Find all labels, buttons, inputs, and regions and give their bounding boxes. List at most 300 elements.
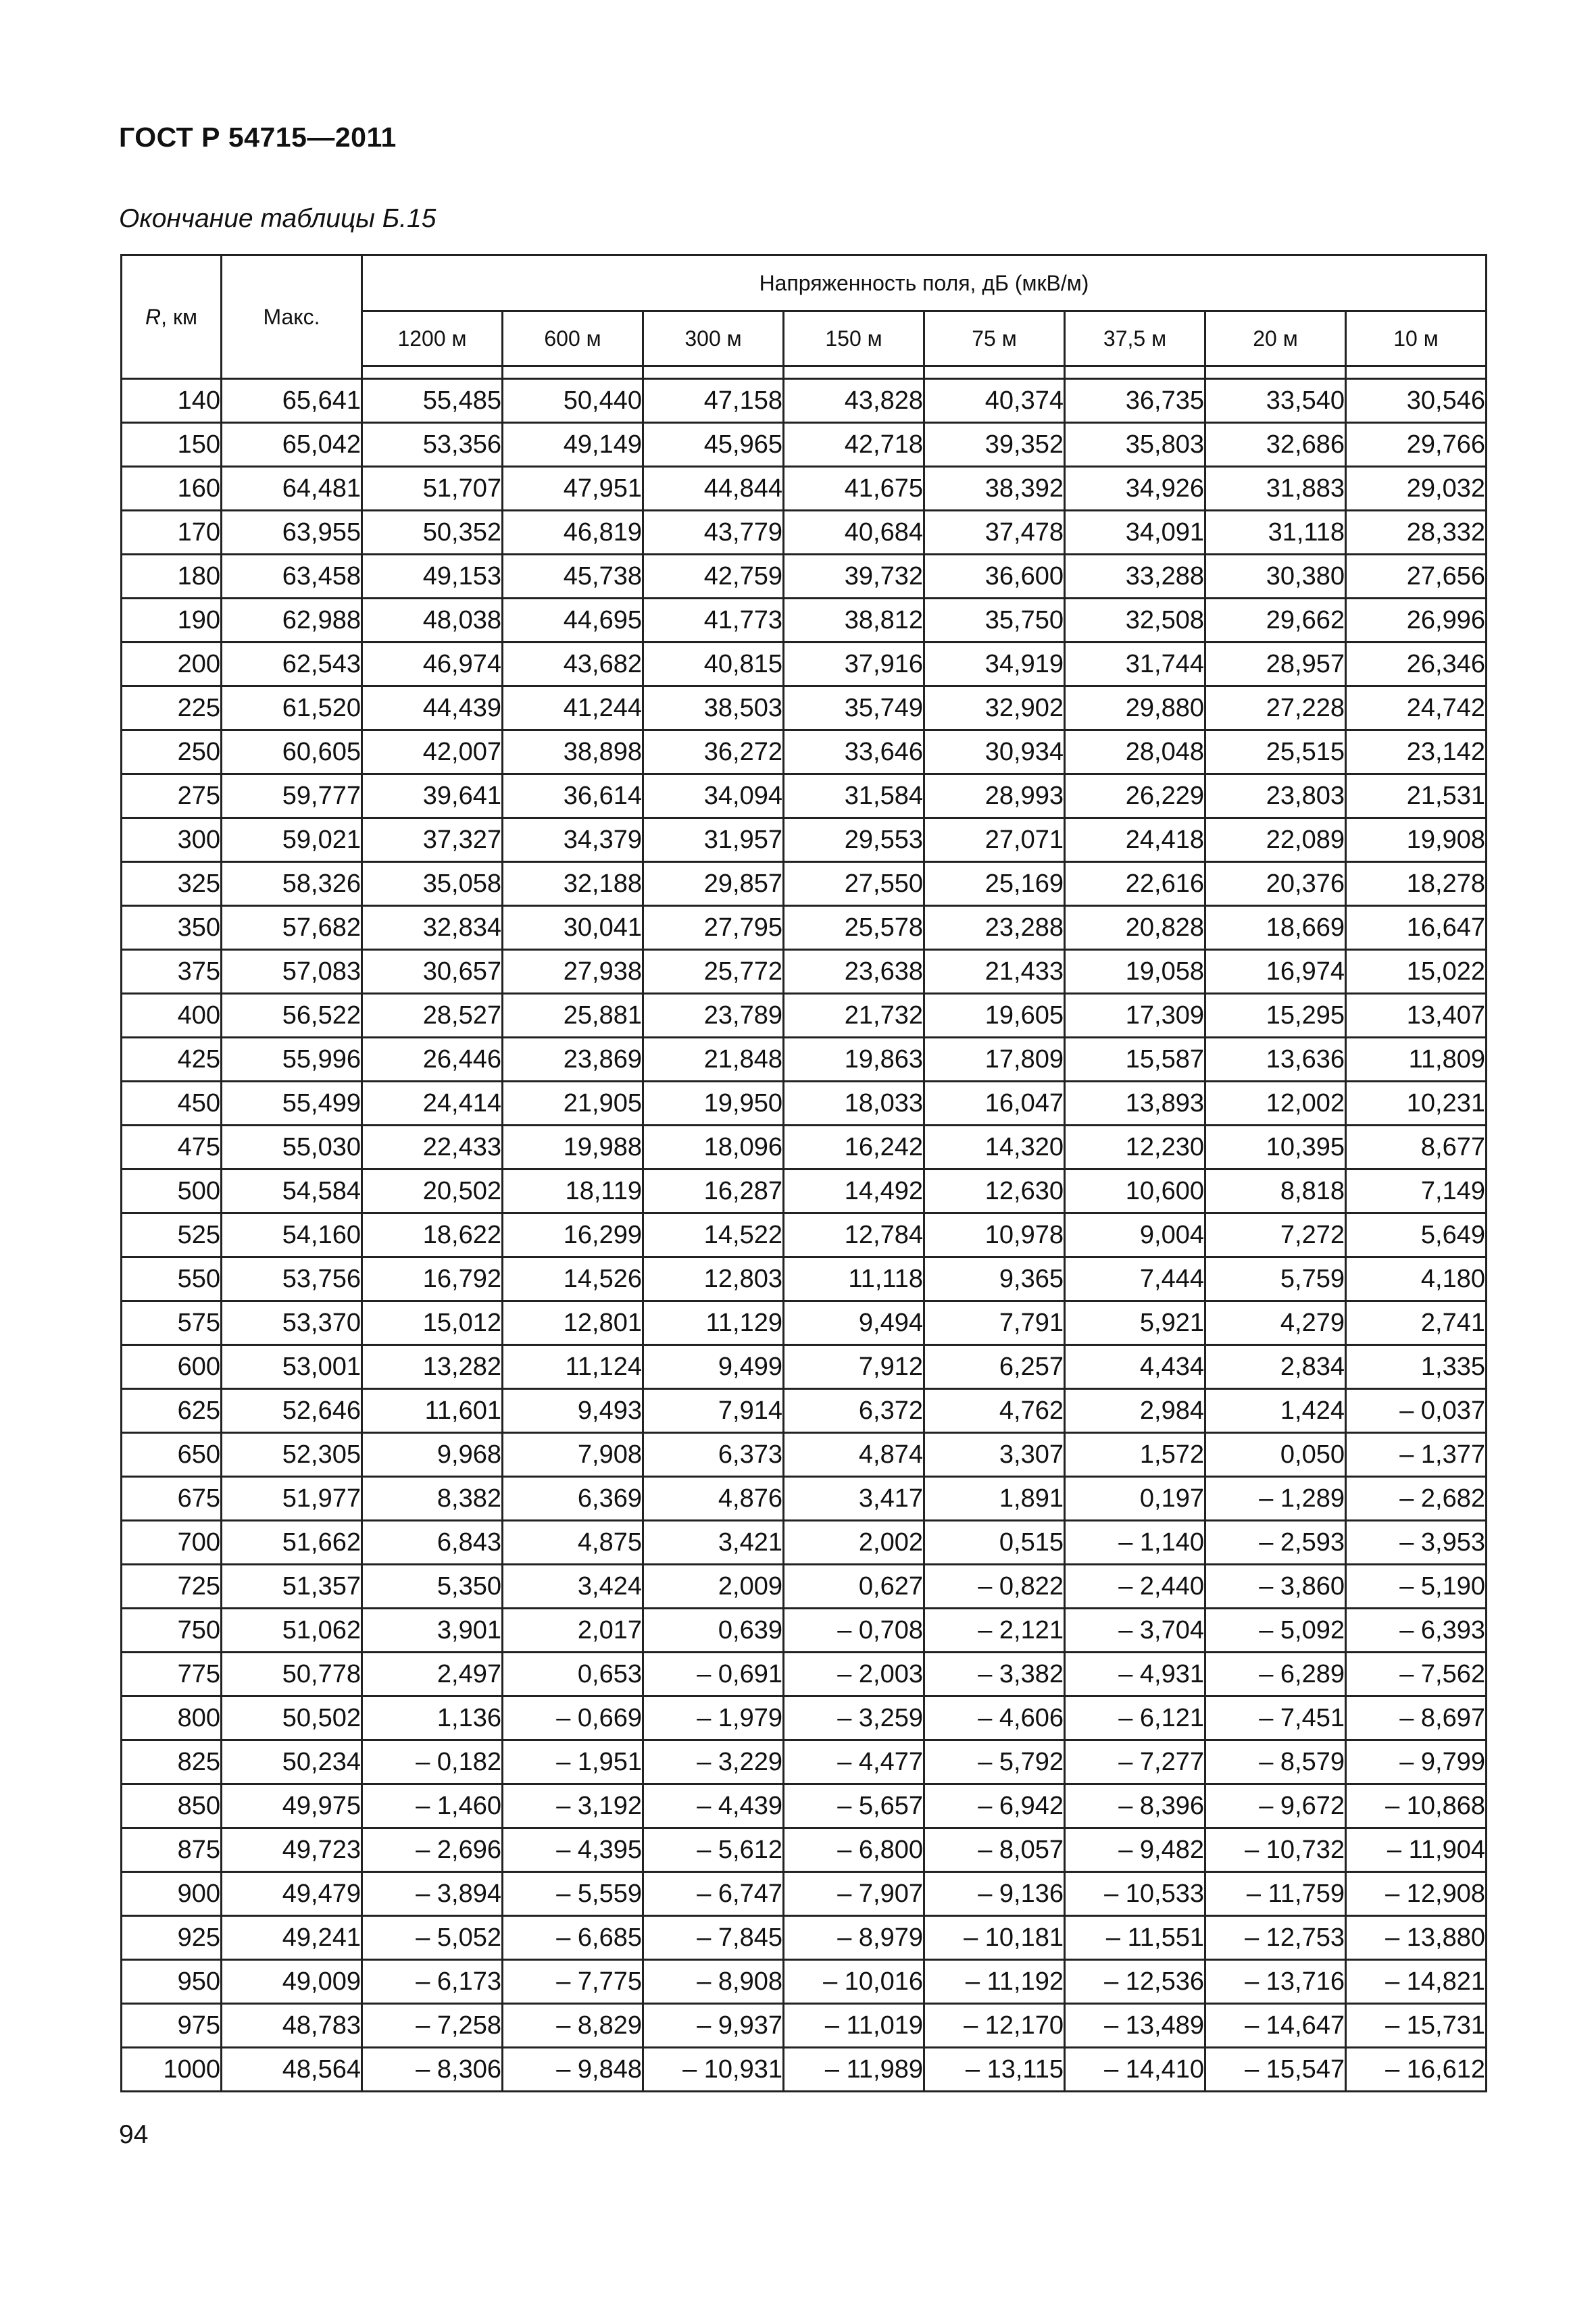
value-cell: 34,379 <box>503 818 643 862</box>
value-cell: 4,875 <box>503 1521 643 1565</box>
value-cell: 9,499 <box>643 1345 784 1389</box>
value-cell: 12,630 <box>924 1169 1065 1213</box>
value-cell: 26,446 <box>362 1038 503 1082</box>
value-cell: 29,553 <box>784 818 924 862</box>
value-cell: 44,695 <box>503 599 643 643</box>
value-cell: – 8,697 <box>1346 1696 1487 1740</box>
value-cell: 18,669 <box>1205 906 1346 950</box>
value-cell: 50,440 <box>503 379 643 423</box>
max-cell: 57,682 <box>222 906 362 950</box>
value-cell: 44,439 <box>362 686 503 730</box>
value-cell: – 7,775 <box>503 1960 643 2004</box>
value-cell: 38,812 <box>784 599 924 643</box>
value-cell: 45,738 <box>503 555 643 599</box>
max-cell: 51,062 <box>222 1609 362 1653</box>
value-cell: 20,828 <box>1065 906 1205 950</box>
value-cell: 18,096 <box>643 1126 784 1169</box>
value-cell: 29,766 <box>1346 423 1487 467</box>
value-cell: 30,657 <box>362 950 503 994</box>
value-cell: 2,009 <box>643 1565 784 1609</box>
value-cell: 6,369 <box>503 1477 643 1521</box>
value-cell: 11,118 <box>784 1257 924 1301</box>
value-cell: – 6,685 <box>503 1916 643 1960</box>
value-cell: 7,444 <box>1065 1257 1205 1301</box>
value-cell: 23,803 <box>1205 774 1346 818</box>
gap-cell <box>924 366 1065 379</box>
max-cell: 62,543 <box>222 643 362 686</box>
value-cell: 40,815 <box>643 643 784 686</box>
value-cell: 21,531 <box>1346 774 1487 818</box>
value-cell: 0,197 <box>1065 1477 1205 1521</box>
value-cell: 27,228 <box>1205 686 1346 730</box>
table-row <box>122 862 1487 906</box>
value-cell: – 10,732 <box>1205 1828 1346 1872</box>
page-number: 94 <box>119 2120 149 2149</box>
value-cell: 24,414 <box>362 1082 503 1126</box>
value-cell: 3,421 <box>643 1521 784 1565</box>
table-row <box>122 599 1487 643</box>
value-cell: 23,789 <box>643 994 784 1038</box>
value-cell: – 10,181 <box>924 1916 1065 1960</box>
value-cell: 31,584 <box>784 774 924 818</box>
header-group: Напряженность поля, дБ (мкВ/м) <box>362 255 1487 311</box>
value-cell: 32,686 <box>1205 423 1346 467</box>
value-cell: 12,002 <box>1205 1082 1346 1126</box>
value-cell: 9,968 <box>362 1433 503 1477</box>
value-cell: – 5,052 <box>362 1916 503 1960</box>
value-cell: 2,741 <box>1346 1301 1487 1345</box>
value-cell: 35,749 <box>784 686 924 730</box>
value-cell: 23,638 <box>784 950 924 994</box>
distance-cell: 800 <box>122 1696 222 1740</box>
max-cell: 59,021 <box>222 818 362 862</box>
distance-cell: 275 <box>122 774 222 818</box>
value-cell: 32,834 <box>362 906 503 950</box>
value-cell: 8,818 <box>1205 1169 1346 1213</box>
header-height: 150 м <box>784 311 924 366</box>
max-cell: 51,662 <box>222 1521 362 1565</box>
table-row <box>122 1960 1487 2004</box>
value-cell: 9,365 <box>924 1257 1065 1301</box>
table-row <box>122 2048 1487 2092</box>
value-cell: 18,033 <box>784 1082 924 1126</box>
value-cell: 27,550 <box>784 862 924 906</box>
value-cell: 9,494 <box>784 1301 924 1345</box>
table-row <box>122 1082 1487 1126</box>
value-cell: 19,950 <box>643 1082 784 1126</box>
value-cell: 32,902 <box>924 686 1065 730</box>
value-cell: – 3,860 <box>1205 1565 1346 1609</box>
header-height: 1200 м <box>362 311 503 366</box>
gap-cell <box>643 366 784 379</box>
table-row <box>122 1301 1487 1345</box>
max-cell: 58,326 <box>222 862 362 906</box>
distance-cell: 450 <box>122 1082 222 1126</box>
value-cell: 5,759 <box>1205 1257 1346 1301</box>
value-cell: 21,732 <box>784 994 924 1038</box>
value-cell: 10,231 <box>1346 1082 1487 1126</box>
value-cell: – 2,696 <box>362 1828 503 1872</box>
value-cell: 7,914 <box>643 1389 784 1433</box>
max-cell: 49,241 <box>222 1916 362 1960</box>
value-cell: 16,792 <box>362 1257 503 1301</box>
max-cell: 65,042 <box>222 423 362 467</box>
value-cell: 12,803 <box>643 1257 784 1301</box>
table-row <box>122 1740 1487 1784</box>
value-cell: 21,433 <box>924 950 1065 994</box>
value-cell: 37,327 <box>362 818 503 862</box>
value-cell: 19,058 <box>1065 950 1205 994</box>
value-cell: 19,908 <box>1346 818 1487 862</box>
value-cell: 15,587 <box>1065 1038 1205 1082</box>
distance-cell: 975 <box>122 2004 222 2048</box>
max-cell: 51,357 <box>222 1565 362 1609</box>
value-cell: – 9,136 <box>924 1872 1065 1916</box>
value-cell: – 3,894 <box>362 1872 503 1916</box>
table-row <box>122 1345 1487 1389</box>
value-cell: – 0,182 <box>362 1740 503 1784</box>
table-row <box>122 1521 1487 1565</box>
gap-cell <box>1205 366 1346 379</box>
distance-cell: 650 <box>122 1433 222 1477</box>
table-row <box>122 555 1487 599</box>
value-cell: – 14,821 <box>1346 1960 1487 2004</box>
value-cell: 32,188 <box>503 862 643 906</box>
value-cell: – 9,482 <box>1065 1828 1205 1872</box>
table-row <box>122 1872 1487 1916</box>
max-cell: 59,777 <box>222 774 362 818</box>
value-cell: 8,677 <box>1346 1126 1487 1169</box>
value-cell: 14,522 <box>643 1213 784 1257</box>
table-row <box>122 730 1487 774</box>
table-row <box>122 1257 1487 1301</box>
value-cell: 15,295 <box>1205 994 1346 1038</box>
value-cell: 46,819 <box>503 511 643 555</box>
value-cell: 22,089 <box>1205 818 1346 862</box>
table-row <box>122 906 1487 950</box>
table-row <box>122 1038 1487 1082</box>
value-cell: 25,881 <box>503 994 643 1038</box>
value-cell: – 9,937 <box>643 2004 784 2048</box>
value-cell: 27,071 <box>924 818 1065 862</box>
value-cell: – 6,942 <box>924 1784 1065 1828</box>
value-cell: – 9,848 <box>503 2048 643 2092</box>
value-cell: 43,779 <box>643 511 784 555</box>
value-cell: – 5,792 <box>924 1740 1065 1784</box>
value-cell: 55,485 <box>362 379 503 423</box>
value-cell: 18,278 <box>1346 862 1487 906</box>
value-cell: 3,307 <box>924 1433 1065 1477</box>
value-cell: – 13,880 <box>1346 1916 1487 1960</box>
value-cell: 48,038 <box>362 599 503 643</box>
value-cell: 13,282 <box>362 1345 503 1389</box>
value-cell: – 8,579 <box>1205 1740 1346 1784</box>
table-body <box>122 379 1487 2092</box>
value-cell: 20,376 <box>1205 862 1346 906</box>
value-cell: – 1,979 <box>643 1696 784 1740</box>
value-cell: 39,732 <box>784 555 924 599</box>
value-cell: 5,649 <box>1346 1213 1487 1257</box>
distance-cell: 350 <box>122 906 222 950</box>
value-cell: 44,844 <box>643 467 784 511</box>
value-cell: – 1,460 <box>362 1784 503 1828</box>
value-cell: 42,007 <box>362 730 503 774</box>
value-cell: 16,974 <box>1205 950 1346 994</box>
distance-cell: 950 <box>122 1960 222 2004</box>
header-max: Макс. <box>222 255 362 379</box>
max-cell: 52,305 <box>222 1433 362 1477</box>
value-cell: 0,050 <box>1205 1433 1346 1477</box>
value-cell: – 10,868 <box>1346 1784 1487 1828</box>
value-cell: 29,857 <box>643 862 784 906</box>
distance-cell: 250 <box>122 730 222 774</box>
value-cell: – 11,759 <box>1205 1872 1346 1916</box>
distance-cell: 725 <box>122 1565 222 1609</box>
value-cell: 2,834 <box>1205 1345 1346 1389</box>
max-cell: 55,996 <box>222 1038 362 1082</box>
table-row <box>122 2004 1487 2048</box>
table-row <box>122 774 1487 818</box>
max-cell: 50,502 <box>222 1696 362 1740</box>
value-cell: 36,600 <box>924 555 1065 599</box>
value-cell: 8,382 <box>362 1477 503 1521</box>
max-cell: 50,234 <box>222 1740 362 1784</box>
distance-cell: 170 <box>122 511 222 555</box>
value-cell: 4,876 <box>643 1477 784 1521</box>
value-cell: – 6,747 <box>643 1872 784 1916</box>
value-cell: – 4,439 <box>643 1784 784 1828</box>
header-r-unit: , км <box>161 304 197 329</box>
max-cell: 48,783 <box>222 2004 362 2048</box>
value-cell: 11,809 <box>1346 1038 1487 1082</box>
value-cell: 45,965 <box>643 423 784 467</box>
value-cell: 34,091 <box>1065 511 1205 555</box>
value-cell: 0,515 <box>924 1521 1065 1565</box>
value-cell: – 8,979 <box>784 1916 924 1960</box>
value-cell: 1,572 <box>1065 1433 1205 1477</box>
value-cell: 38,503 <box>643 686 784 730</box>
value-cell: – 10,533 <box>1065 1872 1205 1916</box>
value-cell: – 2,440 <box>1065 1565 1205 1609</box>
header-height: 37,5 м <box>1065 311 1205 366</box>
value-cell: 1,136 <box>362 1696 503 1740</box>
distance-cell: 140 <box>122 379 222 423</box>
value-cell: – 15,731 <box>1346 2004 1487 2048</box>
value-cell: 30,934 <box>924 730 1065 774</box>
value-cell: 27,795 <box>643 906 784 950</box>
value-cell: 50,352 <box>362 511 503 555</box>
value-cell: 6,257 <box>924 1345 1065 1389</box>
header-height: 10 м <box>1346 311 1487 366</box>
value-cell: – 13,489 <box>1065 2004 1205 2048</box>
value-cell: 13,636 <box>1205 1038 1346 1082</box>
value-cell: 10,978 <box>924 1213 1065 1257</box>
value-cell: – 11,989 <box>784 2048 924 2092</box>
value-cell: 23,869 <box>503 1038 643 1082</box>
value-cell: 2,017 <box>503 1609 643 1653</box>
value-cell: – 10,016 <box>784 1960 924 2004</box>
value-cell: 2,002 <box>784 1521 924 1565</box>
value-cell: – 7,562 <box>1346 1653 1487 1696</box>
value-cell: 21,905 <box>503 1082 643 1126</box>
value-cell: 25,772 <box>643 950 784 994</box>
header-height: 600 м <box>503 311 643 366</box>
value-cell: 25,169 <box>924 862 1065 906</box>
table-row <box>122 1169 1487 1213</box>
max-cell: 57,083 <box>222 950 362 994</box>
value-cell: 34,919 <box>924 643 1065 686</box>
value-cell: 18,119 <box>503 1169 643 1213</box>
table-row <box>122 818 1487 862</box>
table-row <box>122 1213 1487 1257</box>
value-cell: 12,801 <box>503 1301 643 1345</box>
header-height: 20 м <box>1205 311 1346 366</box>
value-cell: 41,773 <box>643 599 784 643</box>
value-cell: 4,762 <box>924 1389 1065 1433</box>
value-cell: – 13,716 <box>1205 1960 1346 2004</box>
table-row <box>122 1477 1487 1521</box>
value-cell: – 7,845 <box>643 1916 784 1960</box>
value-cell: – 0,708 <box>784 1609 924 1653</box>
value-cell: 34,094 <box>643 774 784 818</box>
value-cell: 28,993 <box>924 774 1065 818</box>
distance-cell: 900 <box>122 1872 222 1916</box>
max-cell: 60,605 <box>222 730 362 774</box>
value-cell: 42,759 <box>643 555 784 599</box>
distance-cell: 850 <box>122 1784 222 1828</box>
table-row <box>122 1784 1487 1828</box>
value-cell: – 3,229 <box>643 1740 784 1784</box>
value-cell: 36,272 <box>643 730 784 774</box>
value-cell: 33,288 <box>1065 555 1205 599</box>
value-cell: – 8,057 <box>924 1828 1065 1872</box>
value-cell: – 1,951 <box>503 1740 643 1784</box>
max-cell: 52,646 <box>222 1389 362 1433</box>
value-cell: – 4,477 <box>784 1740 924 1784</box>
value-cell: 27,656 <box>1346 555 1487 599</box>
distance-cell: 160 <box>122 467 222 511</box>
value-cell: 15,022 <box>1346 950 1487 994</box>
value-cell: 23,142 <box>1346 730 1487 774</box>
table-row <box>122 686 1487 730</box>
value-cell: 43,682 <box>503 643 643 686</box>
table-row <box>122 643 1487 686</box>
value-cell: – 2,003 <box>784 1653 924 1696</box>
value-cell: 39,641 <box>362 774 503 818</box>
table-row <box>122 950 1487 994</box>
distance-cell: 475 <box>122 1126 222 1169</box>
header-r <box>122 255 222 379</box>
value-cell: 16,287 <box>643 1169 784 1213</box>
distance-cell: 700 <box>122 1521 222 1565</box>
value-cell: 11,129 <box>643 1301 784 1345</box>
value-cell: 7,149 <box>1346 1169 1487 1213</box>
value-cell: 9,004 <box>1065 1213 1205 1257</box>
value-cell: – 12,908 <box>1346 1872 1487 1916</box>
value-cell: 14,492 <box>784 1169 924 1213</box>
document-header: ГОСТ Р 54715—2011 <box>119 122 397 153</box>
value-cell: 7,912 <box>784 1345 924 1389</box>
table-row <box>122 511 1487 555</box>
value-cell: 33,646 <box>784 730 924 774</box>
value-cell: 4,180 <box>1346 1257 1487 1301</box>
value-cell: – 1,377 <box>1346 1433 1487 1477</box>
max-cell: 49,975 <box>222 1784 362 1828</box>
value-cell: – 14,647 <box>1205 2004 1346 2048</box>
value-cell: 5,350 <box>362 1565 503 1609</box>
table-row <box>122 994 1487 1038</box>
distance-cell: 200 <box>122 643 222 686</box>
value-cell: – 8,306 <box>362 2048 503 2092</box>
max-cell: 49,723 <box>222 1828 362 1872</box>
distance-cell: 225 <box>122 686 222 730</box>
value-cell: 6,843 <box>362 1521 503 1565</box>
value-cell: 28,957 <box>1205 643 1346 686</box>
value-cell: 16,242 <box>784 1126 924 1169</box>
value-cell: 35,803 <box>1065 423 1205 467</box>
value-cell: – 6,289 <box>1205 1653 1346 1696</box>
value-cell: 49,153 <box>362 555 503 599</box>
value-cell: – 2,593 <box>1205 1521 1346 1565</box>
value-cell: 17,809 <box>924 1038 1065 1082</box>
header-height: 300 м <box>643 311 784 366</box>
value-cell: 16,047 <box>924 1082 1065 1126</box>
max-cell: 62,988 <box>222 599 362 643</box>
value-cell: – 0,037 <box>1346 1389 1487 1433</box>
value-cell: 26,229 <box>1065 774 1205 818</box>
distance-cell: 400 <box>122 994 222 1038</box>
value-cell: 28,332 <box>1346 511 1487 555</box>
value-cell: 25,578 <box>784 906 924 950</box>
value-cell: 4,279 <box>1205 1301 1346 1345</box>
value-cell: 1,424 <box>1205 1389 1346 1433</box>
distance-cell: 575 <box>122 1301 222 1345</box>
value-cell: 49,149 <box>503 423 643 467</box>
value-cell: 39,352 <box>924 423 1065 467</box>
value-cell: 1,335 <box>1346 1345 1487 1389</box>
data-table <box>120 254 1487 2092</box>
value-cell: 3,424 <box>503 1565 643 1609</box>
value-cell: – 0,822 <box>924 1565 1065 1609</box>
value-cell: 14,526 <box>503 1257 643 1301</box>
max-cell: 64,481 <box>222 467 362 511</box>
value-cell: – 7,451 <box>1205 1696 1346 1740</box>
value-cell: 23,288 <box>924 906 1065 950</box>
value-cell: 32,508 <box>1065 599 1205 643</box>
value-cell: 29,032 <box>1346 467 1487 511</box>
max-cell: 49,479 <box>222 1872 362 1916</box>
value-cell: 46,974 <box>362 643 503 686</box>
value-cell: 34,926 <box>1065 467 1205 511</box>
value-cell: 26,346 <box>1346 643 1487 686</box>
value-cell: 16,647 <box>1346 906 1487 950</box>
value-cell: – 8,829 <box>503 2004 643 2048</box>
value-cell: 5,921 <box>1065 1301 1205 1345</box>
value-cell: – 3,704 <box>1065 1609 1205 1653</box>
table-row <box>122 379 1487 423</box>
value-cell: – 11,904 <box>1346 1828 1487 1872</box>
value-cell: 6,373 <box>643 1433 784 1477</box>
distance-cell: 375 <box>122 950 222 994</box>
value-cell: 24,418 <box>1065 818 1205 862</box>
max-cell: 54,160 <box>222 1213 362 1257</box>
value-cell: 0,627 <box>784 1565 924 1609</box>
value-cell: 24,742 <box>1346 686 1487 730</box>
value-cell: 53,356 <box>362 423 503 467</box>
value-cell: 29,662 <box>1205 599 1346 643</box>
value-cell: – 2,121 <box>924 1609 1065 1653</box>
value-cell: – 12,536 <box>1065 1960 1205 2004</box>
